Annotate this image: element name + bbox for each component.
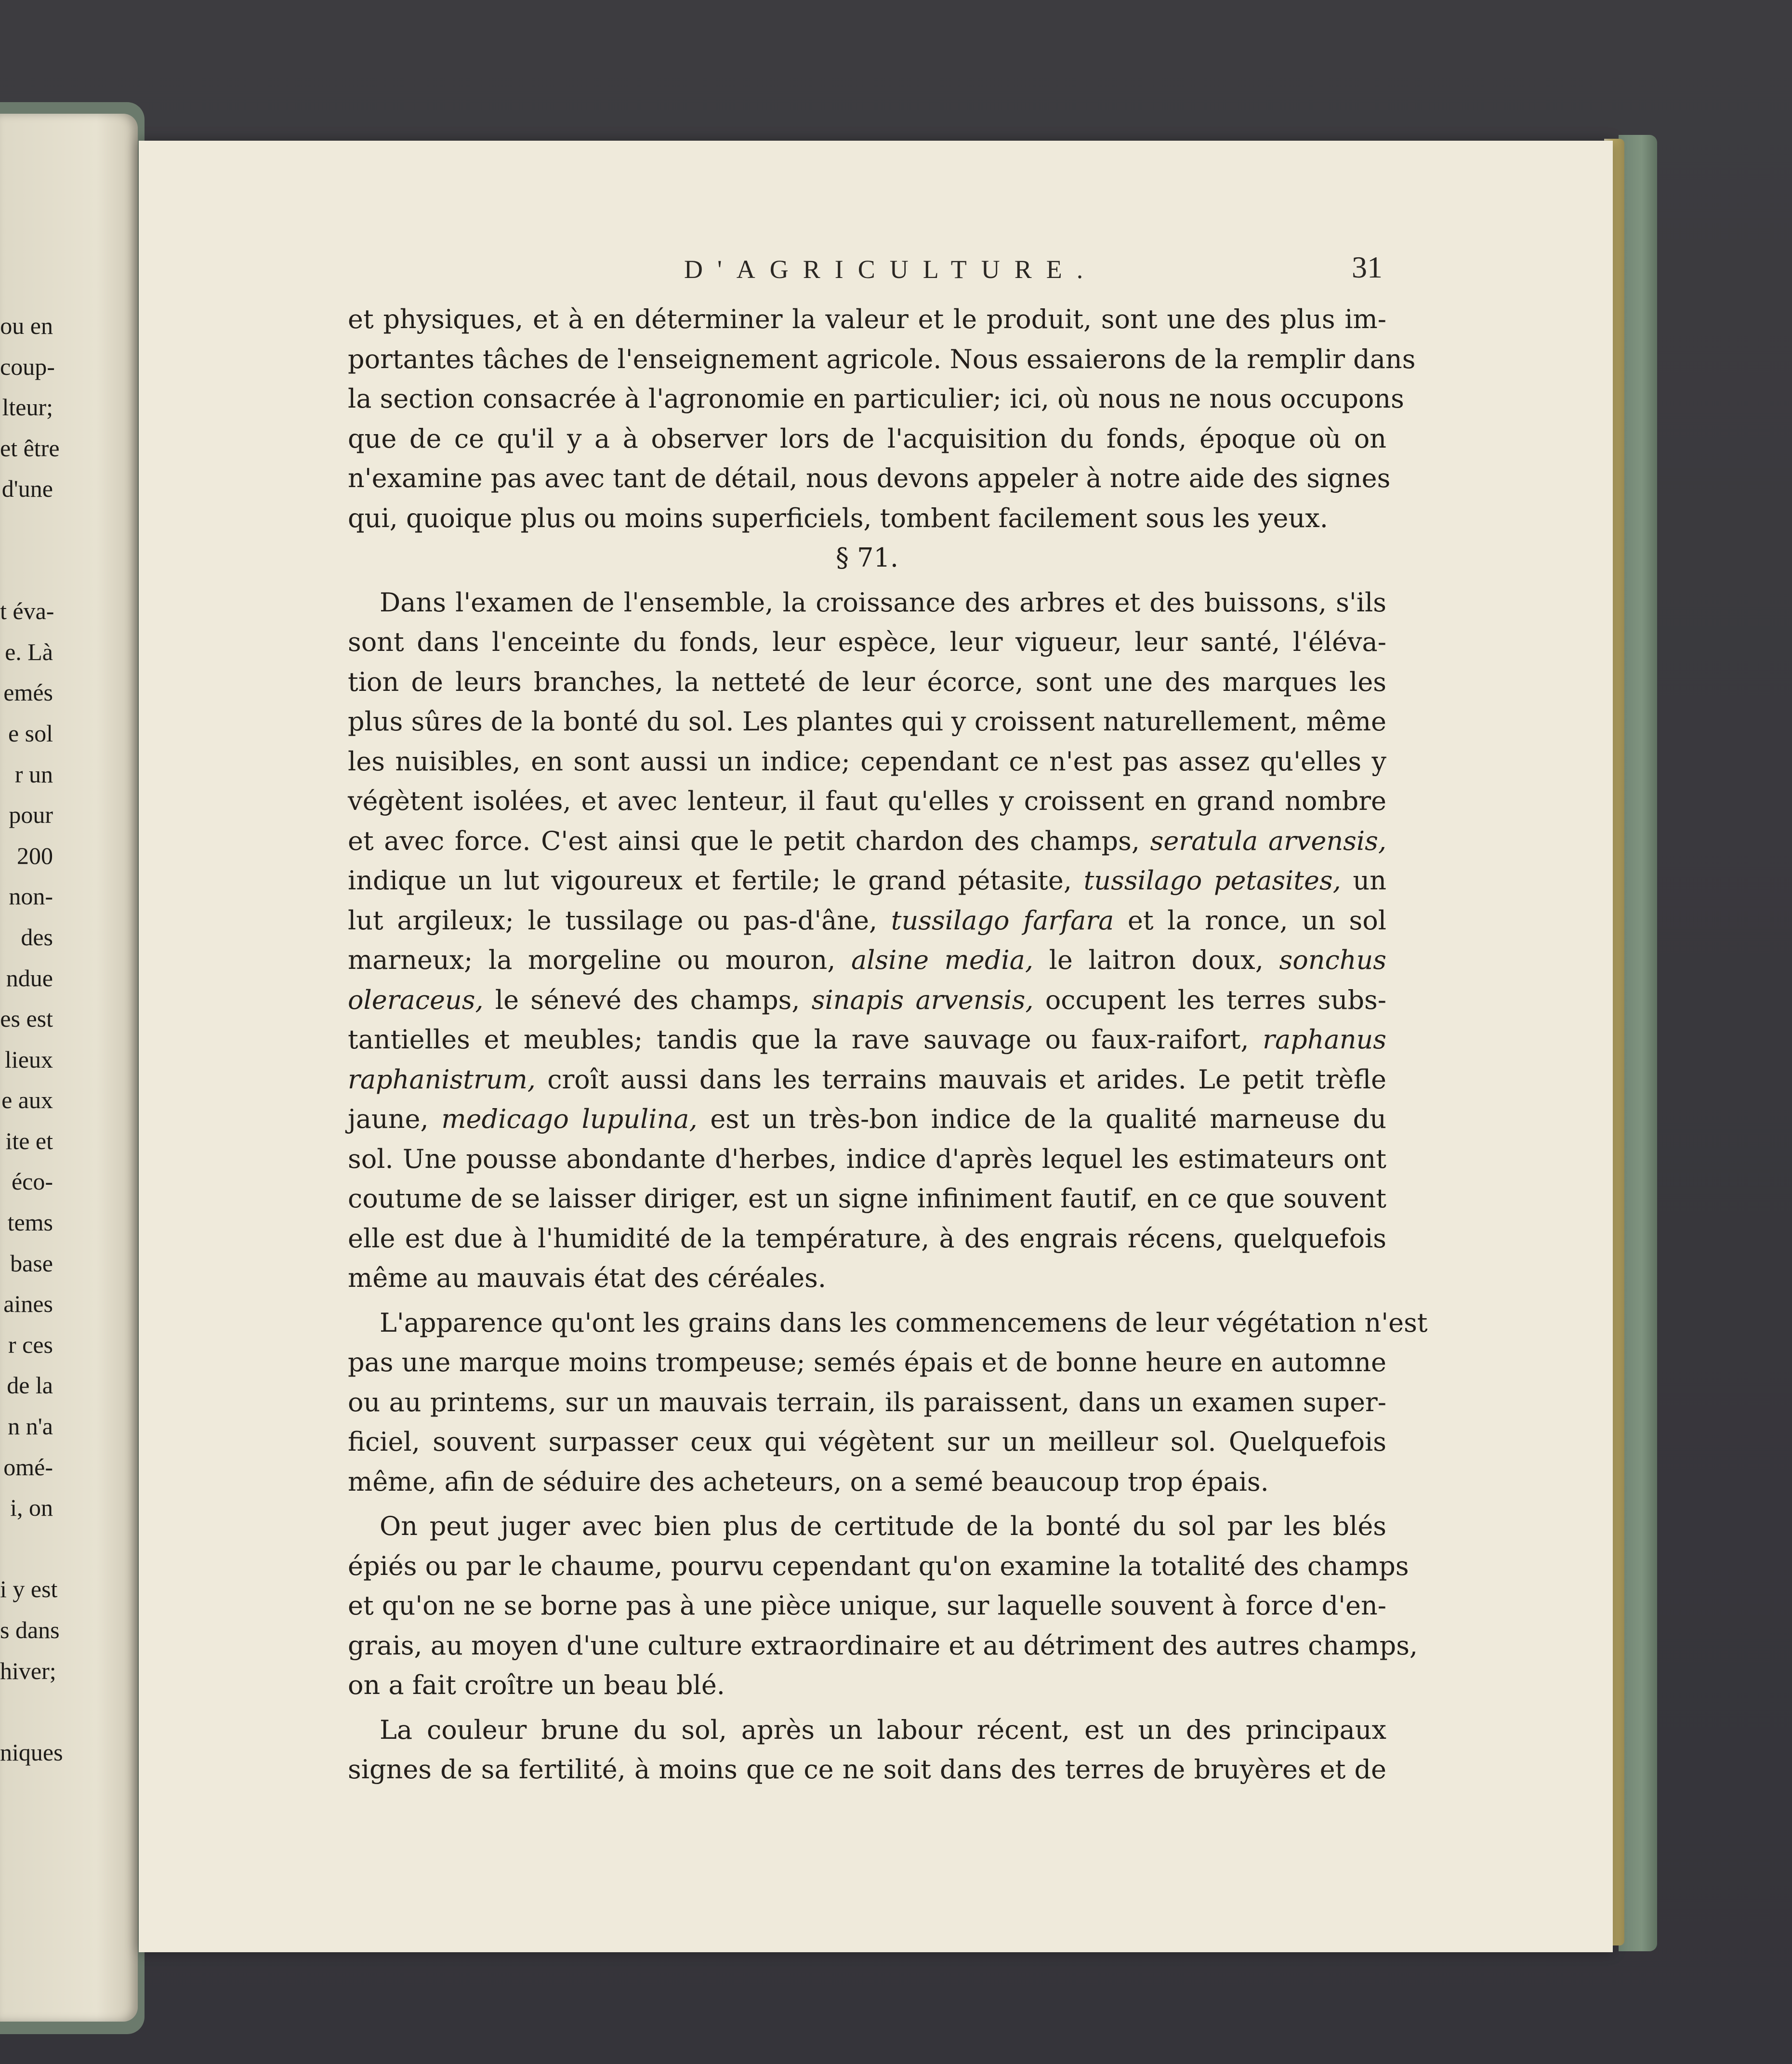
text-run: croît aussi dans les terrains mauvais et arides. Le petit trèfle xyxy=(535,1064,1386,1095)
text-line xyxy=(348,340,1416,380)
text-run: ficiel, souvent surpasser ceux qui végètent sur un meilleur sol. Quelquefois xyxy=(348,1427,1386,1457)
text-line xyxy=(348,1586,1386,1626)
italic-species-name: oleraceus, xyxy=(348,984,484,1015)
text-line xyxy=(348,1343,1386,1383)
text-line xyxy=(348,821,1386,861)
italic-species-name: sonchus xyxy=(1279,945,1386,975)
left-page-text xyxy=(0,305,135,1773)
text-run: végètent isolées, et avec lenteur, il faut qu'elles y croissent en grand nombre xyxy=(348,786,1386,816)
text-run: sol. Une pousse abondante d'herbes, indice d'après lequel les estimateurs ont xyxy=(348,1143,1386,1174)
italic-species-name: medicago lupulina, xyxy=(441,1104,698,1134)
text-line xyxy=(348,300,1386,340)
text-line xyxy=(348,419,1386,459)
left-page-line: éco- xyxy=(11,1168,53,1195)
left-page-line: lieux xyxy=(5,1045,53,1073)
left-page-line: niques xyxy=(0,1738,63,1766)
left-page-line: hiver; xyxy=(0,1657,56,1684)
text-run: portantes tâches de l'enseignement agricole. Nous essaierons de la remplir dans xyxy=(348,344,1416,374)
text-run: même, afin de séduire des acheteurs, on a semé beaucoup trop épais. xyxy=(348,1466,1269,1497)
left-page-line xyxy=(0,509,53,550)
text-line xyxy=(348,499,1386,539)
text-line xyxy=(348,742,1386,782)
left-page-line: r ces xyxy=(8,1331,53,1358)
text-run: est un très-bon indice de la qualité marneuse du xyxy=(697,1104,1386,1134)
text-run: un xyxy=(1341,865,1386,896)
text-line xyxy=(348,781,1386,821)
text-run: occupent les terres subs- xyxy=(1033,984,1386,1015)
text-line xyxy=(348,901,1386,941)
italic-species-name: tussilago farfara xyxy=(891,905,1114,936)
text-run: que de ce qu'il y a à observer lors de l'acquisition du fonds, époque où on xyxy=(348,423,1386,454)
text-run: indique un lut vigoureux et fertile; le grand pétasite, xyxy=(348,865,1084,896)
left-page-line xyxy=(0,550,53,591)
text-line xyxy=(348,1179,1386,1219)
italic-species-name: raphanistrum, xyxy=(348,1064,536,1095)
text-line xyxy=(348,1422,1386,1462)
text-run: tantielles et meubles; tandis que la rave sauvage ou faux-raifort, xyxy=(348,1024,1263,1055)
text-line xyxy=(348,1099,1386,1139)
text-line xyxy=(348,379,1404,419)
text-run: on a fait croître un beau blé. xyxy=(348,1670,725,1700)
text-run: lut argileux; le tussilage ou pas-d'âne, xyxy=(348,905,891,936)
left-page-line: des xyxy=(21,923,53,951)
italic-species-name: seratula arvensis, xyxy=(1150,825,1386,856)
text-line xyxy=(348,459,1391,499)
text-line xyxy=(348,1383,1386,1423)
left-page-line: coup- xyxy=(0,353,55,380)
text-run: L'apparence qu'ont les grains dans les commencemens de leur végétation n'est xyxy=(380,1307,1428,1338)
left-page-line: t éva- xyxy=(0,597,54,625)
text-run: et qu'on ne se borne pas à une pièce unique, sur laquelle souvent à force d'en- xyxy=(348,1590,1386,1621)
left-page-line: base xyxy=(10,1249,53,1277)
text-line xyxy=(348,1666,1386,1706)
text-line xyxy=(348,1750,1386,1790)
section-heading xyxy=(348,538,1386,578)
text-run: épiés ou par le chaume, pourvu cependant qu'on examine la totalité des champs xyxy=(348,1550,1409,1581)
right-book-cover xyxy=(1619,135,1657,1951)
text-run: grais, au moyen d'une culture extraordinaire et au détriment des autres champs, xyxy=(348,1630,1418,1661)
text-run: n'examine pas avec tant de détail, nous devons appeler à notre aide des signes xyxy=(348,463,1391,493)
page-body-text xyxy=(348,300,1428,1790)
left-page-line: r un xyxy=(14,760,53,788)
left-page-line: es est xyxy=(0,1005,53,1032)
text-run: § 71. xyxy=(835,542,899,573)
text-run: signes de sa fertilité, à moins que ce ne soit dans des terres de bruyères et de xyxy=(348,1754,1386,1785)
text-run: le sénevé des champs, xyxy=(483,984,812,1015)
page-number: 31 xyxy=(1352,250,1383,284)
italic-species-name: alsine media, xyxy=(851,945,1034,975)
text-line xyxy=(348,662,1386,702)
left-page-line xyxy=(0,1691,53,1732)
text-line xyxy=(348,1547,1409,1587)
text-run: jaune, xyxy=(348,1104,442,1134)
left-page-line: s dans xyxy=(0,1616,60,1643)
text-run: marneux; la morgeline ou mouron, xyxy=(348,945,851,975)
text-line xyxy=(348,1507,1386,1547)
text-line xyxy=(348,861,1386,901)
left-page-line: n n'a xyxy=(8,1413,53,1440)
text-run: même au mauvais état des céréales. xyxy=(348,1263,827,1293)
text-run: et avec force. C'est ainsi que le petit chardon des champs, xyxy=(348,825,1150,856)
text-line xyxy=(348,702,1386,742)
text-line xyxy=(348,1710,1386,1750)
text-line xyxy=(348,1462,1386,1502)
left-page-line xyxy=(0,1528,53,1569)
text-run: pas une marque moins trompeuse; semés épais et de bonne heure en automne xyxy=(348,1347,1386,1377)
text-line xyxy=(348,1258,1386,1298)
text-line xyxy=(348,1139,1386,1179)
text-run: coutume de se laisser diriger, est un signe infiniment fautif, en ce que souvent xyxy=(348,1183,1386,1214)
left-page-line: 200 xyxy=(17,842,53,869)
text-line xyxy=(348,1303,1428,1343)
text-run: la section consacrée à l'agronomie en particulier; ici, où nous ne nous occupons xyxy=(348,384,1404,414)
text-run: Dans l'examen de l'ensemble, la croissance des arbres et des buissons, s'ils xyxy=(380,587,1386,618)
left-page-line: e aux xyxy=(1,1086,53,1114)
left-page-line: d'une xyxy=(1,475,53,503)
text-run: et la ronce, un sol xyxy=(1114,905,1386,936)
text-line xyxy=(348,980,1386,1020)
text-line xyxy=(348,1626,1418,1666)
text-line xyxy=(348,1219,1386,1259)
left-page-line: non- xyxy=(9,883,53,910)
left-page-line: de la xyxy=(7,1372,53,1399)
text-run: qui, quoique plus ou moins superficiels, tombent facilement sous les yeux. xyxy=(348,503,1328,533)
left-page-line: i y est xyxy=(0,1575,58,1603)
left-page-line: pour xyxy=(9,801,53,829)
text-run: plus sûres de la bonté du sol. Les plantes qui y croissent naturellement, même xyxy=(348,706,1386,737)
left-page-line: i, on xyxy=(10,1494,53,1522)
left-page-line: e sol xyxy=(8,719,53,747)
text-run: La couleur brune du sol, après un labour récent, est un des principaux xyxy=(380,1714,1386,1745)
text-run: et physiques, et à en déterminer la valeur et le produit, sont une des plus im- xyxy=(348,304,1386,334)
text-line xyxy=(348,622,1386,662)
text-line xyxy=(348,583,1386,623)
left-page-line: emés xyxy=(3,679,53,706)
running-head: D'AGRICULTURE. xyxy=(684,255,1098,284)
text-run: ou au printems, sur un mauvais terrain, ils paraissent, dans un examen super- xyxy=(348,1387,1386,1417)
text-line xyxy=(348,940,1386,980)
text-run: tion de leurs branches, la netteté de leur écorce, sont une des marques les xyxy=(348,666,1386,697)
text-run: On peut juger avec bien plus de certitude de la bonté du sol par les blés xyxy=(380,1511,1386,1541)
text-run: elle est due à l'humidité de la température, à des engrais récens, quelquefois xyxy=(348,1223,1386,1254)
italic-species-name: sinapis arvensis, xyxy=(811,984,1034,1015)
text-line xyxy=(348,1020,1386,1060)
left-page-line: lteur; xyxy=(2,394,53,421)
left-page-line: e. Là xyxy=(5,638,53,665)
text-line xyxy=(348,1060,1386,1100)
text-run: les nuisibles, en sont aussi un indice; cependant ce n'est pas assez qu'elles y xyxy=(348,746,1386,777)
left-page-line: tems xyxy=(7,1209,53,1236)
text-run: sont dans l'enceinte du fonds, leur espèce, leur vigueur, leur santé, l'éléva- xyxy=(348,627,1386,657)
left-page-line: et être xyxy=(0,434,60,462)
left-page-line: ou en xyxy=(0,312,53,339)
left-page-line: omé- xyxy=(3,1453,53,1481)
left-page-line: ite et xyxy=(5,1127,53,1154)
left-facing-page xyxy=(0,114,138,2022)
left-page-line: ndue xyxy=(6,964,53,992)
italic-species-name: raphanus xyxy=(1263,1024,1386,1055)
text-run: le laitron doux, xyxy=(1033,945,1279,975)
left-page-line: aines xyxy=(3,1290,53,1318)
italic-species-name: tussilago petasites, xyxy=(1083,865,1341,896)
